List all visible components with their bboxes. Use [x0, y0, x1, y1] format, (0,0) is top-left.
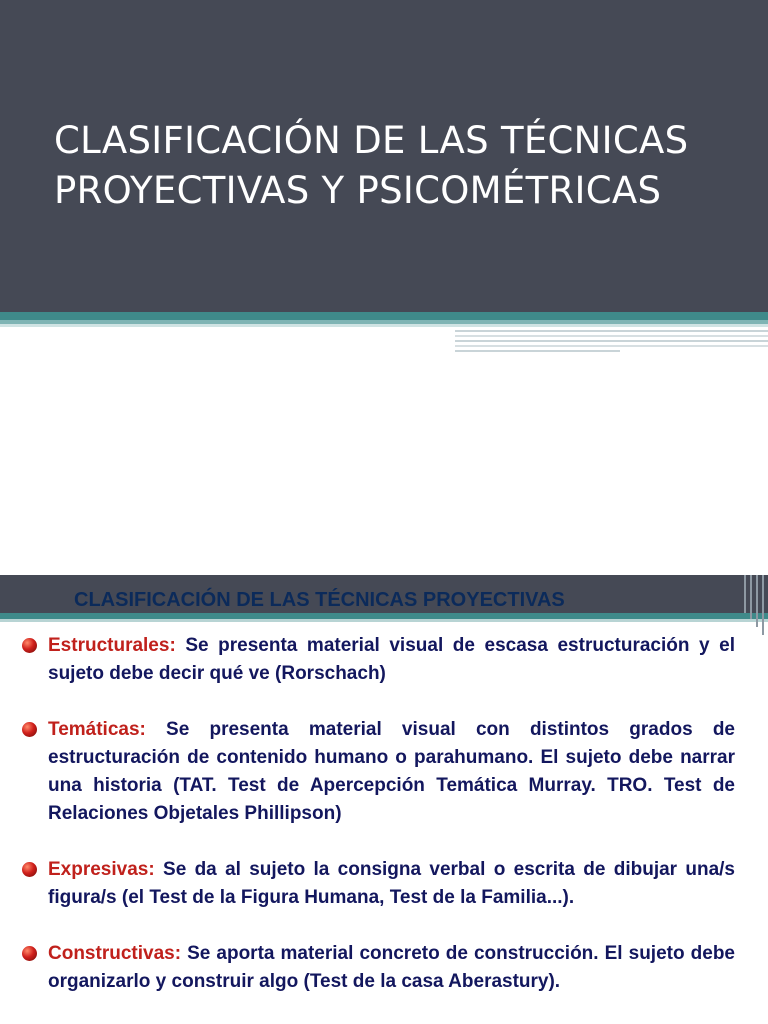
technique-list — [22, 632, 735, 1024]
term-label: Constructivas: — [48, 943, 182, 964]
term-description: Se presenta material visual de escasa estructuración y el sujeto debe decir qué ve (Rorschach) — [48, 635, 736, 684]
term-description: Se presenta material visual con distintos grados de estructuración de contenido humano o parahumano. El sujeto debe narrar una historia (TAT. Test de Apercepción Temática Murray. TRO. Test de Relaciones Objetales Phillipson) — [48, 719, 735, 824]
bullet-icon — [22, 722, 37, 737]
term-description: Se aporta material concreto de construcción. El sujeto debe organizarlo y construir algo (Test de la casa Aberastury). — [48, 943, 735, 992]
term-description: Se da al sujeto la consigna verbal o escrita de dibujar una/s figura/s (el Test de la Figura Humana, Test de la Familia...). — [48, 859, 736, 908]
section-heading: CLASIFICACIÓN DE LAS TÉCNICAS PROYECTIVAS — [74, 589, 565, 611]
bullet-icon — [22, 862, 37, 877]
slide-title-line-1: CLASIFICACIÓN DE LAS TÉCNICAS — [54, 119, 689, 162]
slide-title-line-2: PROYECTIVAS Y PSICOMÉTRICAS — [54, 169, 662, 212]
bullet-icon — [22, 638, 37, 653]
list-item-expresivas — [22, 856, 735, 912]
list-item-constructivas — [22, 940, 735, 996]
header-stripe-light — [0, 619, 768, 622]
list-item-estructurales — [22, 632, 735, 688]
slide-title — [54, 116, 754, 216]
bullet-icon — [22, 946, 37, 961]
term-label: Estructurales: — [48, 635, 176, 656]
list-item-tematicas — [22, 716, 735, 828]
term-label: Temáticas: — [48, 719, 146, 740]
header-vertical-lines — [740, 575, 768, 635]
term-label: Expresivas: — [48, 859, 155, 880]
content-slide — [0, 575, 768, 1024]
